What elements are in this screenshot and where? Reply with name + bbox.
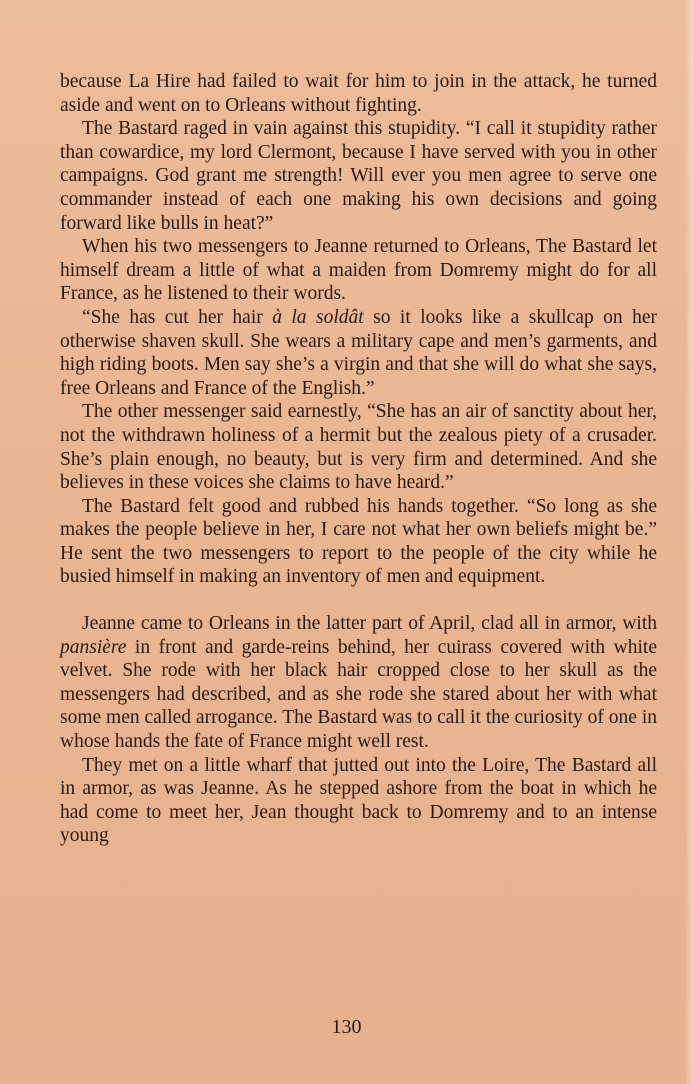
paragraph: [60, 612, 657, 754]
italic-phrase: à la soldât: [272, 306, 364, 328]
paragraph: The other messenger said earnestly, “She has an air of sanctity about her, not the withdrawn holiness of a hermit but the zealous piety of a crusader. She’s plain enough, no beauty, but is very firm and determined. And she believes in these voices she claims to have heard.”: [60, 401, 657, 494]
paragraph: The Bastard raged in vain against this stupidity. “I call it stupidity rather than cowardice, my lord Clermont, because I have served with you in other campaigns. God grant me strength! Will ever you men agree to serve one commander instead of each one making his own decisions and going forward like bulls in heat?”: [60, 118, 657, 234]
paragraph: They met on a little wharf that jutted out into the Loire, The Bastard all in armor, as was Jeanne. As he stepped ashore from the boat in which he had come to meet her, Jean thought back to Domremy and to an intense young: [60, 754, 657, 847]
body-text: [60, 70, 657, 848]
paragraph: because La Hire had failed to wait for him to join in the attack, he turned aside and went on to Orleans without fighting.: [60, 71, 657, 116]
paragraph-text: so it looks like a skullcap on her otherwise shaven skull. She wears a military cape and men’s garments, and high riding boots. Men say she’s a virgin and that she will do what she says, free Orleans and France of the English.”: [60, 306, 657, 399]
italic-word: pansière: [60, 636, 127, 658]
paragraph-text: in front and garde-reins behind, her cuirass covered with white velvet. She rode with her black hair cropped close to her skull as the messengers had described, and as she rode she stared about her with what some men called arrogance. The Bastard was to call it the curiosity of one in whose hands the fate of France might well rest.: [60, 636, 657, 753]
paragraph: The Bastard felt good and rubbed his hands together. “So long as she makes the people believe in her, I care not what her own beliefs might be.” He sent the two messengers to report to the people of the city while he busied himself in making an inventory of men and equipment.: [60, 495, 657, 588]
paragraph-text: “She has cut her hair: [82, 306, 273, 328]
paragraph: [60, 306, 657, 400]
paragraph-text: Jeanne came to Orleans in the latter part of April, clad all in armor, with: [82, 613, 657, 635]
paragraph: When his two messengers to Jeanne returned to Orleans, The Bastard let himself dream a little of what a maiden from Domremy might do for all France, as he listened to their words.: [60, 236, 657, 305]
section-break: [60, 589, 657, 612]
page-number: 130: [331, 1016, 362, 1038]
